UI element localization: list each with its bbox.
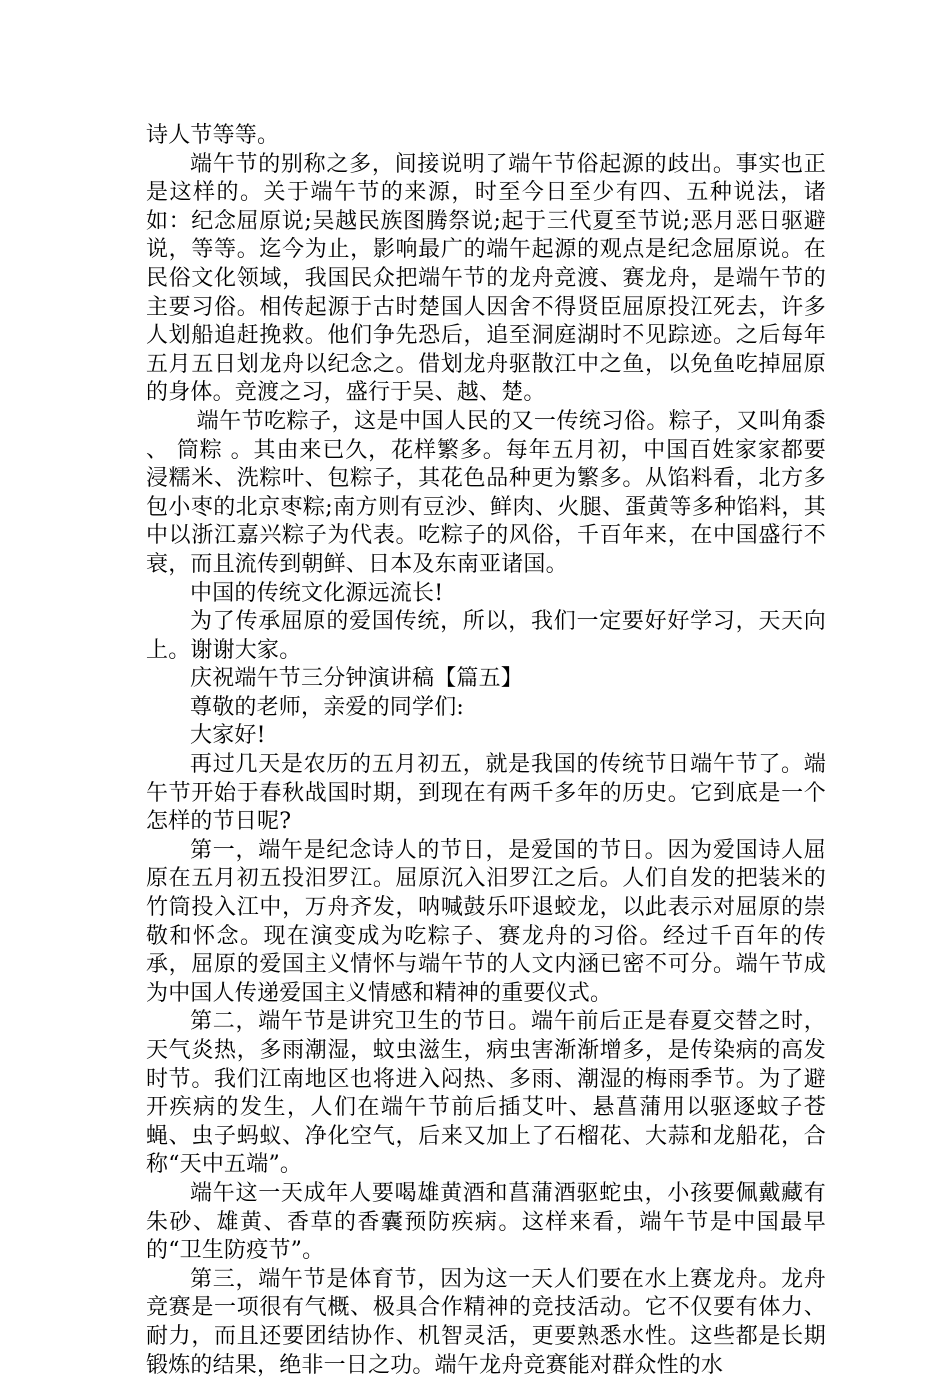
paragraph: 端午节的别称之多，间接说明了端午节俗起源的歧出。事实也正是这样的。关于端午节的来源，时至今日至少有四、五种说法，诸如：纪念屈原说;吴越民族图腾祭说;起于三代夏至节说;恶月恶日驱避说，等等。迄今为止，影响最广的端午起源的观点是纪念屈原说。在民俗文化领域，我国民众把端午节的龙舟竞渡、赛龙舟，是端午节的主要习俗。相传起源于古时楚国人因舍不得贤臣屈原投江死去，许多人划船追赶挽救。他们争先恐后，追至洞庭湖时不见踪迹。之后每年五月五日划龙舟以纪念之。借划龙舟驱散江中之鱼，以免鱼吃掉屈原的身体。竞渡之习，盛行于吴、越、楚。 (146, 151, 826, 406)
paragraph: 第三，端午节是体育节，因为这一天人们要在水上赛龙舟。龙舟竞赛是一项很有气概、极具合作精神的竞技活动。它不仅要有体力、耐力，而且还要团结协作、机智灵活，更要熟悉水性。这些都是长期锻炼的结果，绝非一日之功。端午龙舟竞赛能对群众性的水 (146, 1266, 826, 1378)
paragraph: 再过几天是农历的五月初五，就是我国的传统节日端午节了。端午节开始于春秋战国时期，到现在有两千多年的历史。它到底是一个怎样的节日呢? (146, 752, 826, 835)
paragraph: 中国的传统文化源远流长! (190, 580, 444, 606)
section-heading: 庆祝端午节三分钟演讲稿【篇五】 (190, 666, 524, 692)
salutation: 尊敬的老师，亲爱的同学们: (190, 694, 465, 720)
document-body (146, 122, 826, 1380)
paragraph: 端午节吃粽子，这是中国人民的又一传统习俗。粽子，又叫角黍 、 筒粽 。其由来已久，花样繁多。每年五月初，中国百姓家家都要浸糯米、洗粽叶、包粽子，其花色品种更为繁多。从馅料看，北方多包小枣的北京枣粽;南方则有豆沙、鲜肉、火腿、蛋黄等多种馅料，其中以浙江嘉兴粽子为代表。吃粽子的风俗，千百年来，在中国盛行不衰，而且流传到朝鲜、日本及东南亚诸国。 (146, 408, 826, 577)
paragraph: 第二，端午节是讲究卫生的节日。端午前后正是春夏交替之时，天气炎热，多雨潮湿，蚊虫滋生，病虫害渐渐增多，是传染病的高发时节。我们江南地区也将进入闷热、多雨、潮湿的梅雨季节。为了避开疾病的发生，人们在端午节前后插艾叶、悬菖蒲用以驱逐蚊子苍蝇、虫子蚂蚁、净化空气，后来又加上了石榴花、大蒜和龙船花，合称“天中五端”。 (146, 1009, 826, 1178)
paragraph: 诗人节等等。 (146, 123, 280, 148)
greeting: 大家好! (190, 723, 266, 749)
paragraph: 第一，端午是纪念诗人的节日，是爱国的节日。因为爱国诗人屈原在五月初五投汨罗江。屈原沉入汨罗江之后。人们自发的把装米的竹筒投入江中，万舟齐发，呐喊鼓乐吓退蛟龙，以此表示对屈原的崇敬和怀念。现在演变成为吃粽子、赛龙舟的习俗。经过千百年的传承，屈原的爱国主义情怀与端午节的人文内涵已密不可分。端午节成为中国人传递爱国主义情感和精神的重要仪式。 (146, 837, 826, 1006)
paragraph: 为了传承屈原的爱国传统，所以，我们一定要好好学习，天天向上。谢谢大家。 (146, 609, 826, 663)
paragraph: 端午这一天成年人要喝雄黄酒和菖蒲酒驱蛇虫，小孩要佩戴藏有朱砂、雄黄、香草的香囊预防疾病。这样来看，端午节是中国最早的“卫生防疫节”。 (146, 1180, 826, 1264)
